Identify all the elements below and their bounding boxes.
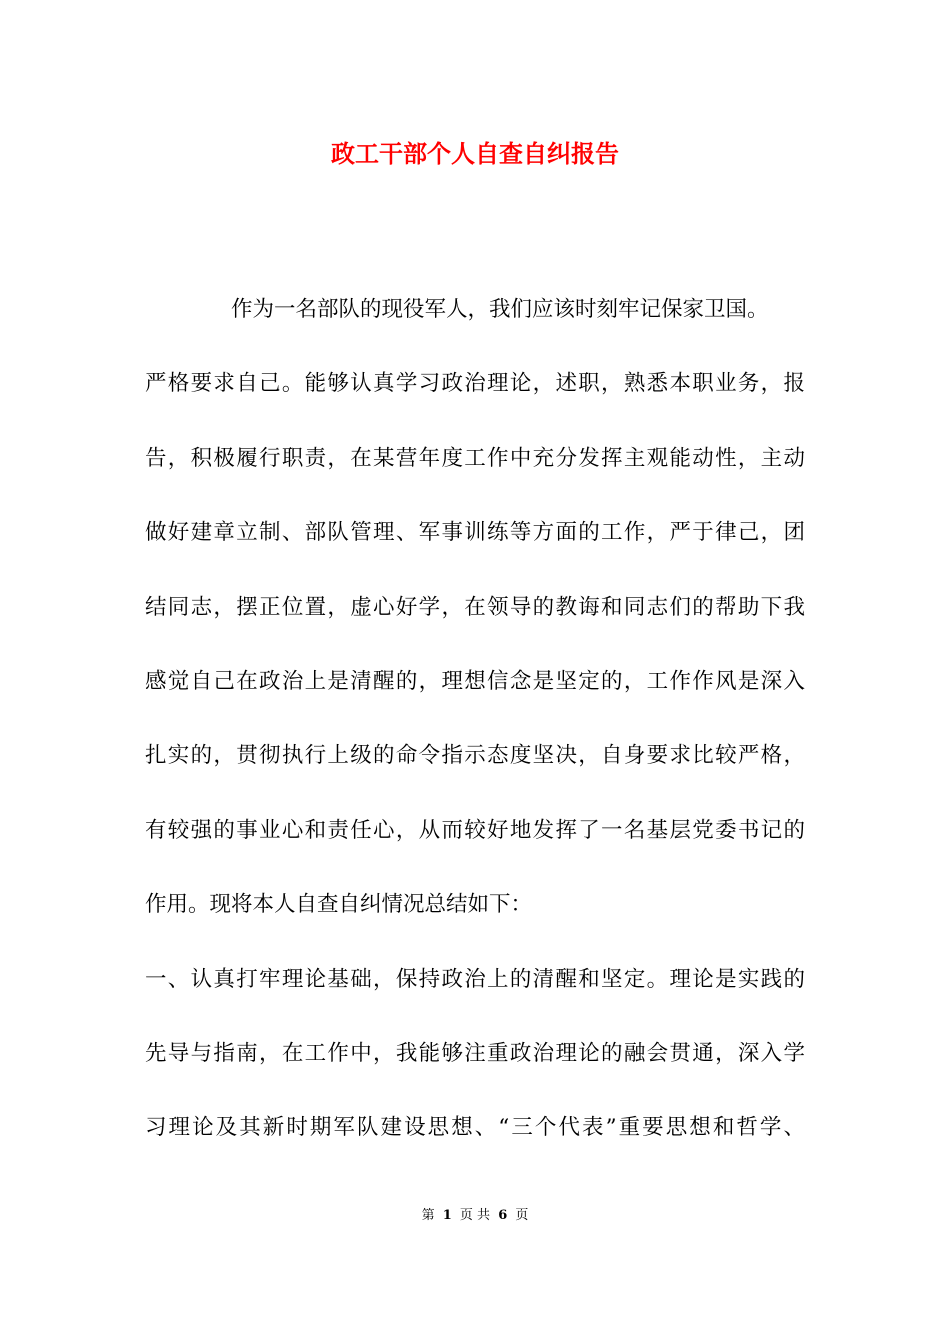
- paragraph-line: 告，积极履行职责，在某营年度工作中充分发挥主观能动性，主动: [145, 445, 805, 471]
- page-prefix: 第: [421, 1208, 435, 1223]
- paragraph-line: 扎实的，贯彻执行上级的命令指示态度坚决，自身要求比较严格，: [145, 743, 805, 769]
- document-title: 政工干部个人自查自纠报告: [331, 139, 619, 168]
- page-current: 1: [442, 1208, 452, 1223]
- paragraph-line: 一、认真打牢理论基础，保持政治上的清醒和坚定。理论是实践的: [145, 966, 805, 992]
- paragraph-line: 感觉自己在政治上是清醒的，理想信念是坚定的，工作作风是深入: [145, 668, 805, 694]
- paragraph-line: 习理论及其新时期军队建设思想、“三个代表”重要思想和哲学、: [145, 1115, 805, 1141]
- paragraph-line: 严格要求自己。能够认真学习政治理论，述职，熟悉本职业务，报: [145, 371, 805, 397]
- page-total: 6: [498, 1208, 508, 1223]
- page-number-footer: [0, 1206, 950, 1226]
- paragraph-line: 做好建章立制、部队管理、军事训练等方面的工作，严于律己，团: [145, 520, 805, 546]
- paragraph-line: 有较强的事业心和责任心，从而较好地发挥了一名基层党委书记的: [145, 817, 805, 843]
- paragraph-line: 结同志，摆正位置，虚心好学，在领导的教诲和同志们的帮助下我: [145, 594, 805, 620]
- document-body: [145, 273, 805, 1166]
- paragraph-line: 先导与指南，在工作中，我能够注重政治理论的融会贯通，深入学: [145, 1040, 805, 1066]
- page-mid: 页 共: [459, 1208, 491, 1223]
- page-suffix: 页: [515, 1208, 529, 1223]
- paragraph-line: 作为一名部队的现役军人，我们应该时刻牢记保家卫国。: [231, 297, 769, 322]
- paragraph-line: 作用。现将本人自查自纠情况总结如下：: [145, 892, 533, 918]
